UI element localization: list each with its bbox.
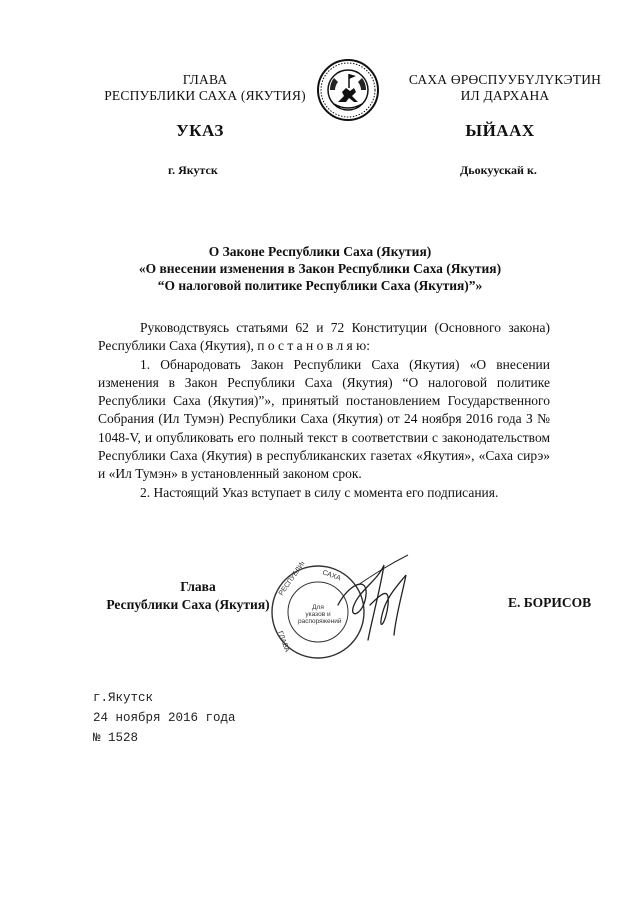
svg-text:ГЛАВА: ГЛАВА (276, 630, 291, 654)
handwritten-signature (318, 545, 428, 655)
signature-scribble (318, 545, 428, 655)
registration-footer (93, 688, 236, 748)
body-item-2: 2. Настоящий Указ вступает в силу с момента его подписания. (140, 484, 499, 500)
decree-subject (80, 243, 560, 294)
doc-type-left: УКАЗ (176, 121, 224, 140)
header-left-line2: РЕСПУБЛИКИ САХА (ЯКУТИЯ) (104, 88, 306, 103)
footer-date: 24 ноября 2016 года (93, 711, 236, 725)
stamp-inner-line3: распоряжений (298, 618, 342, 625)
doc-type-right: ЫЙААХ (465, 121, 535, 140)
coat-of-arms-emblem (316, 58, 380, 122)
emblem-icon (316, 58, 380, 122)
svg-text:РЕСПУБЛИКИ: РЕСПУБЛИКИ (277, 562, 311, 598)
signatory-title-line2: Республики Саха (Якутия) (106, 597, 270, 612)
header-left-line1: ГЛАВА (182, 72, 228, 87)
stamp-inner-line1: Для (312, 604, 324, 611)
body-preamble: Руководствуясь статьями 62 и 72 Конституции (Основного закона) Республики Саха (Якутия), п о с т а н о в л я ю: (98, 320, 550, 354)
city-right: Дьокуускай к. (460, 163, 537, 177)
header-right (385, 72, 625, 104)
header-right-line2: ИЛ ДАРХАНА (460, 88, 550, 103)
city-left: г. Якутск (168, 163, 218, 177)
subject-line2: «О внесении изменения в Закон Республики Саха (Якутия) (138, 261, 502, 276)
body-item-1: 1. Обнародовать Закон Республики Саха (Якутия) «О внесении изменения в Закон Республики Саха (Якутия) “О налоговой политике Республики Саха (Якутия)”», принятый постановлением Государственного Собрания (Ил Тумэн) Республики Саха (Якутия) от 24 ноября 2016 года З № 1048-V, и опубликовать его полный текст в соответствии с законодательством Республики Саха (Якутия) в республиканских газетах «Якутия», «Саха сирэ» и «Ил Тумэн» в установленный законом срок. (98, 356, 550, 482)
subject-line1: О Законе Республики Саха (Якутия) (208, 244, 432, 259)
decree-body (98, 319, 550, 502)
footer-number: № 1528 (93, 731, 139, 745)
signatory-title-line1: Глава (180, 579, 216, 594)
footer-place: г.Якутск (93, 691, 154, 705)
subject-line3: “О налоговой политике Республики Саха (Якутия)”» (157, 278, 483, 293)
header-left (70, 72, 340, 104)
svg-text:САХА: САХА (321, 569, 342, 583)
header-right-line1: САХА ӨРӨСПУУБҮЛҮКЭТИН (408, 72, 602, 87)
stamp-inner-line2: указов и (305, 611, 331, 618)
signatory-name: Е. БОРИСОВ (508, 595, 592, 610)
